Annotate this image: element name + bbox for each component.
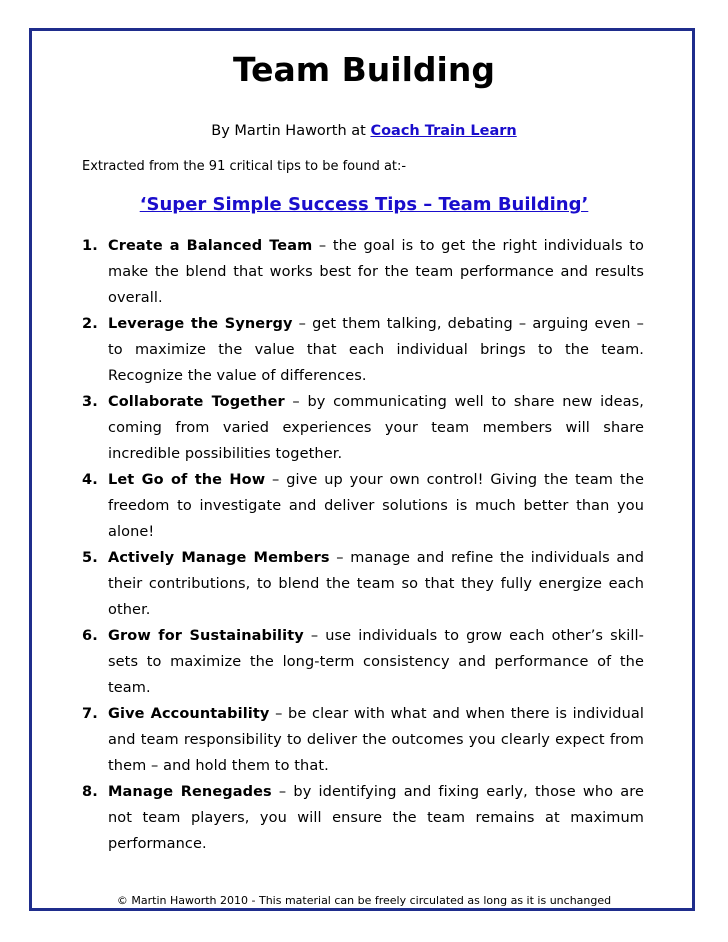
tip-heading: Collaborate Together bbox=[108, 394, 285, 410]
tip-number: 8. bbox=[82, 784, 98, 800]
tip-item bbox=[82, 467, 644, 545]
tip-item bbox=[82, 389, 644, 467]
tip-item bbox=[82, 779, 644, 857]
tip-item bbox=[82, 623, 644, 701]
tip-body: – the goal is to get the right individuals to make the blend that works best for the team performance and results overall. bbox=[108, 238, 644, 306]
tip-number: 2. bbox=[82, 316, 98, 332]
tip-number: 7. bbox=[82, 706, 98, 722]
copyright-footer: © Martin Haworth 2010 - This material can be freely circulated as long as it is unchanged bbox=[116, 894, 612, 907]
coach-train-learn-link[interactable]: Coach Train Learn bbox=[370, 123, 517, 139]
tip-item bbox=[82, 233, 644, 311]
tip-number: 1. bbox=[82, 238, 98, 254]
tip-heading: Give Accountability bbox=[108, 706, 270, 722]
tip-item bbox=[82, 545, 644, 623]
tip-body: – give up your own control! Giving the team the freedom to investigate and deliver solutions is much better than you alone! bbox=[108, 472, 644, 540]
page-title: Team Building bbox=[233, 50, 495, 89]
tip-heading: Leverage the Synergy bbox=[108, 316, 293, 332]
tip-number: 3. bbox=[82, 394, 98, 410]
tips-list bbox=[82, 233, 644, 857]
tip-body: – get them talking, debating – arguing even – to maximize the value that each individual brings to the team. Recognize the value of differences. bbox=[108, 316, 644, 384]
byline bbox=[0, 121, 728, 141]
tip-heading: Actively Manage Members bbox=[108, 550, 330, 566]
byline-prefix: By Martin Haworth at bbox=[211, 123, 371, 139]
tip-body: – manage and refine the individuals and their contributions, to blend the team so that they fully energize each other. bbox=[108, 550, 644, 618]
tip-number: 4. bbox=[82, 472, 98, 488]
tip-body: – use individuals to grow each other’s skill-sets to maximize the long-term consistency and performance of the team. bbox=[108, 628, 644, 696]
tip-heading: Grow for Sustainability bbox=[108, 628, 304, 644]
tip-item bbox=[82, 701, 644, 779]
tip-body: – be clear with what and when there is individual and team responsibility to deliver the outcomes you clearly expect from them – and hold them to that. bbox=[108, 706, 644, 774]
tip-heading: Manage Renegades bbox=[108, 784, 272, 800]
tip-body: – by communicating well to share new ideas, coming from varied experiences your team members will share incredible possibilities together. bbox=[108, 394, 644, 462]
extracted-note: Extracted from the 91 critical tips to be found at:- bbox=[82, 159, 407, 174]
tip-item bbox=[82, 311, 644, 389]
tip-heading: Create a Balanced Team bbox=[108, 238, 313, 254]
tip-number: 6. bbox=[82, 628, 98, 644]
subtitle-link[interactable]: ‘Super Simple Success Tips – Team Building’ bbox=[139, 194, 589, 215]
tip-number: 5. bbox=[82, 550, 98, 566]
tip-body: – by identifying and fixing early, those who are not team players, you will ensure the team remains at maximum performance. bbox=[108, 784, 644, 852]
tip-heading: Let Go of the How bbox=[108, 472, 266, 488]
